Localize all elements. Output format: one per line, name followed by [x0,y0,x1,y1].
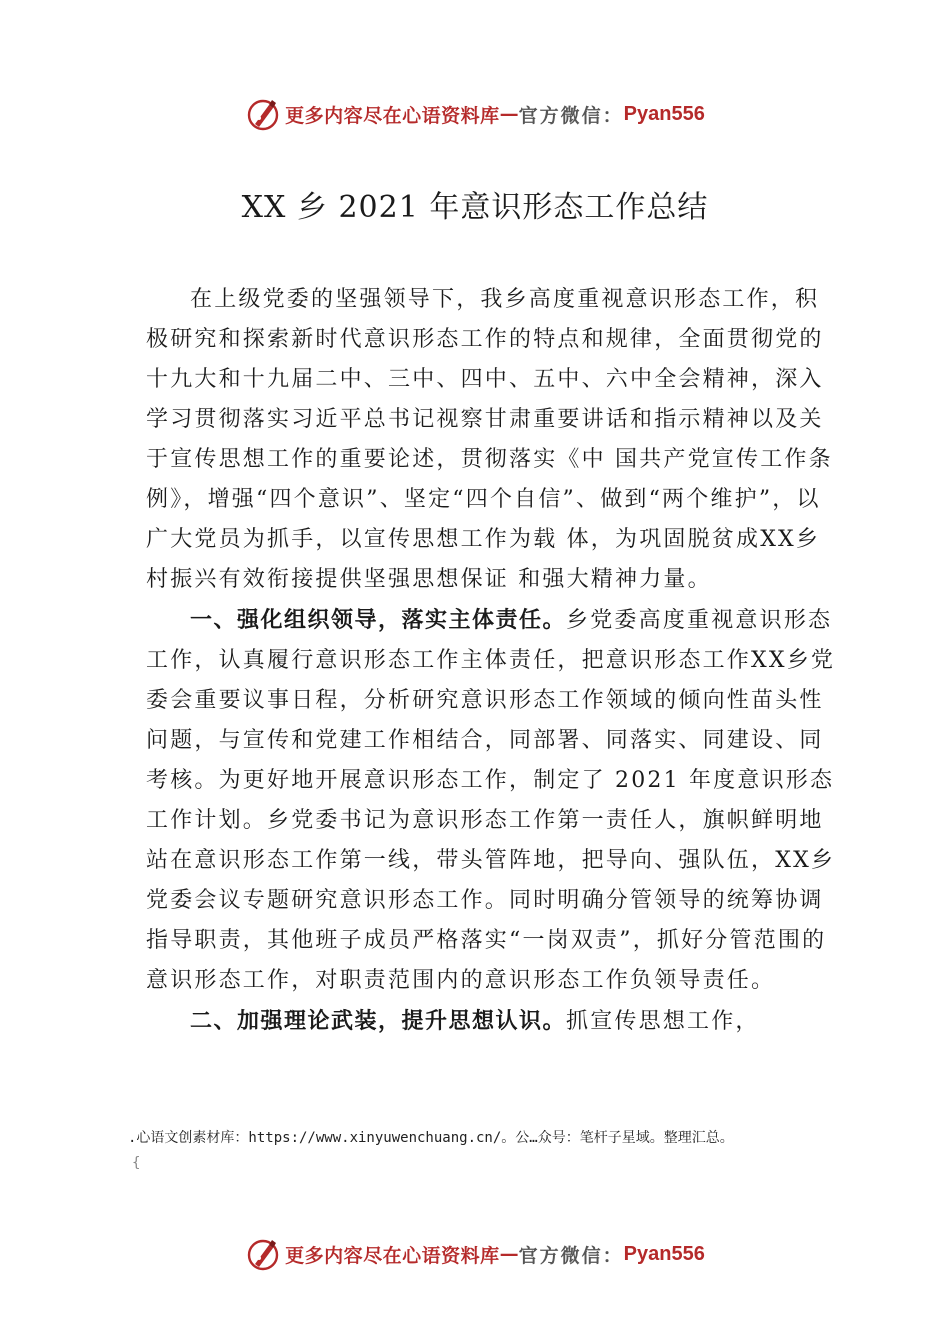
section-2-paragraph [146,1002,836,1042]
banner-text: 更多内容尽在心语资料库 [285,1244,500,1267]
pen-seal-icon [245,96,281,132]
banner-separator: — [499,1243,519,1265]
footer-brace: { [132,1155,141,1171]
section-1-heading: 一、强化组织领导，落实主体责任。 [190,608,567,633]
section-2-text: 抓宣传思想工作， [566,1009,760,1034]
intro-paragraph: 在上级党委的坚强领导下，我乡高度重视意识形态工作，积极研究和探索新时代意识形态工作的特点和规律，全面贯彻党的十九大和十九届二中、三中、四中、五中、六中全会精神，深入学习贯彻落实习近平总书记视察甘肃重要讲话和指示精神以及关于宣传思想工作的重要论述，贯彻落实《中 国共产党宣传工作条例》，增强“四个意识”、坚定“四个自信”、做到“两个维护”，以广大党员为抓手，以宣传思想工作为载 体，为巩固脱贫成XX乡村振兴有效衔接提供坚强思想保证 和强大精神力量。 [146,287,833,592]
banner-wechat-id: Pyan556 [623,1242,705,1265]
document-title: XX 乡 2021 年意识形态工作总结 [241,190,709,225]
banner-wechat-label: 官方微信： [518,104,624,127]
document-body [146,280,836,1042]
pen-seal-icon [245,1236,281,1272]
banner-separator: — [499,103,519,125]
banner-wechat-id: Pyan556 [623,102,705,125]
section-1-paragraph [146,601,836,1001]
top-banner [0,92,950,136]
banner-text: 更多内容尽在心语资料库 [285,104,500,127]
section-2-heading: 二、加强理论武装，提升思想认识。 [190,1009,567,1034]
bottom-banner [0,1232,950,1276]
source-line: .心语文创素材库：https://www.xinyuwenchuang.cn/。公…众号：笔杆子星域。整理汇总。 [128,1130,734,1146]
banner-wechat-label: 官方微信： [518,1244,624,1267]
section-1-text: 乡党委高度重视意识形态工作，认真履行意识形态工作主体责任，把意识形态工作XX乡党委会重要议事日程，分析研究意识形态工作领域的倾向性苗头性问题，与宣传和党建工作相结合，同部署、同落实、同建设、同考核。为更好地开展意识形态工作，制定了 2021 年度意识形态工作计划。乡党委书记为意识形态工作第一责任人，旗帜鲜明地站在意识形态工作第一线，带头管阵地，把导向、强队伍，XX乡党委会议专题研究意识形态工作。同时明确分管领导的统筹协调指导职责，其他班子成员严格落实“一岗双责”，抓好分管范围的意识形态工作，对职责范围内的意识形态工作负领导责任。 [146,608,836,993]
